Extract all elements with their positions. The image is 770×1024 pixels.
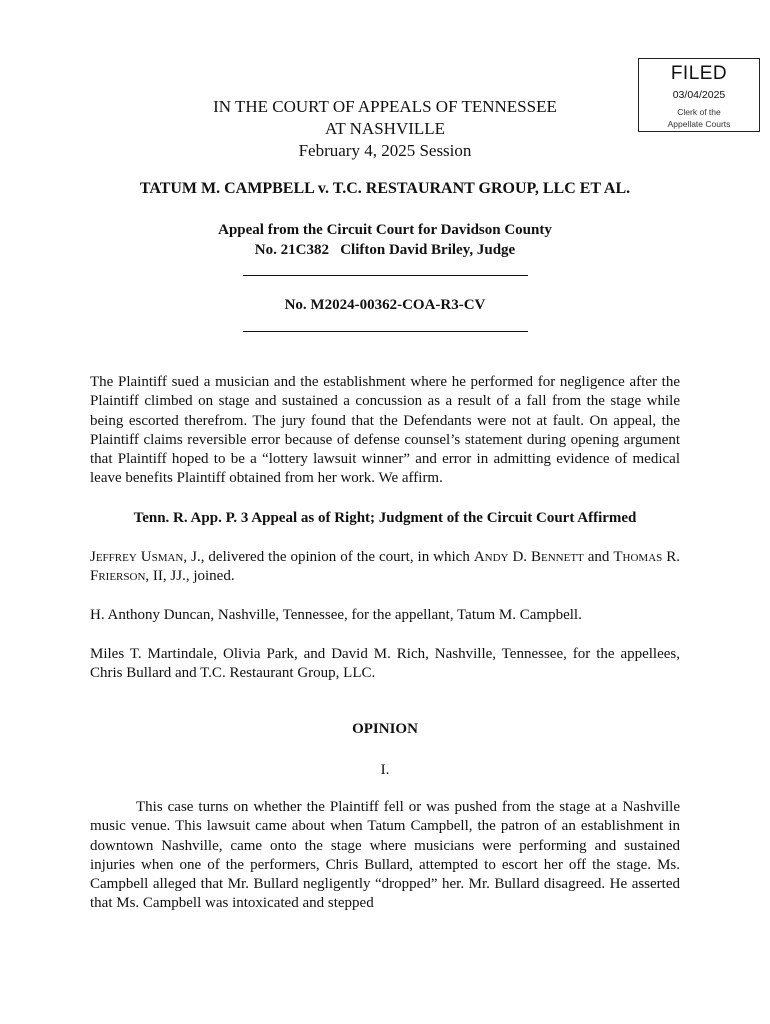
court-location: AT NASHVILLE bbox=[324, 119, 446, 138]
court-session: February 4, 2025 Session bbox=[298, 141, 472, 160]
author-suffix: , J., delivered the opinion of the court, in which bbox=[183, 549, 474, 565]
opinion-heading: OPINION bbox=[352, 721, 418, 737]
stamp-title: FILED bbox=[670, 63, 728, 84]
divider-bottom bbox=[243, 331, 528, 332]
stamp-clerk-line: Clerk of the bbox=[677, 107, 721, 117]
section-number: I. bbox=[380, 762, 390, 778]
joining-judge-2: Thomas R. Frierson bbox=[90, 549, 680, 585]
stamp-courts-line: Appellate Courts bbox=[667, 119, 731, 129]
case-summary: The Plaintiff sued a musician and the establishment where he performed for negligence after the Plaintiff climbed on stage and sustained a concussion as a result of a fall from the stage while being escorted therefrom. The jury found that the Defendants were not at fault. On appeal, the Plaintiff claims reversible error because of defense counsel’s statement during opening argument that Plaintiff hoped to be a “lottery lawsuit winner” and error in admitting evidence of medical leave benefits Plaintiff obtained from her work. We affirm. bbox=[90, 374, 680, 487]
judges-tail: , II, JJ., joined. bbox=[145, 568, 235, 585]
joining-judge-1: Andy D. Bennett bbox=[473, 549, 584, 565]
appellee-counsel: Miles T. Martindale, Olivia Park, and David M. Rich, Nashville, Tennessee, for the appellees, Chris Bullard and T.C. Restaurant Group, LLC. bbox=[90, 646, 680, 682]
author-judge: Jeffrey Usman bbox=[90, 549, 184, 565]
divider-top bbox=[243, 275, 528, 276]
court-name: IN THE COURT OF APPEALS OF TENNESSEE bbox=[213, 97, 557, 116]
appellant-counsel: H. Anthony Duncan, Nashville, Tennessee, for the appellant, Tatum M. Campbell. bbox=[90, 607, 582, 623]
holding-line: Tenn. R. App. P. 3 Appeal as of Right; Judgment of the Circuit Court Affirmed bbox=[133, 510, 637, 526]
appeal-info bbox=[0, 220, 770, 260]
opinion-body-paragraph: This case turns on whether the Plaintiff fell or was pushed from the stage at a Nashville music venue. This lawsuit came about when Tatum Campbell, the patron of an establishment in downtown Nashville, came onto the stage where musicians were performing and sustained injuries when one of the performers, Chris Bullard, attempted to escort her off the stage. Ms. Campbell alleged that Mr. Bullard negligently “dropped” her. Mr. Bullard disagreed. He asserted that Ms. Campbell was intoxicated and stepped bbox=[90, 799, 680, 912]
stamp-date: 03/04/2025 bbox=[672, 89, 726, 101]
judges-conjunction: and bbox=[583, 549, 614, 565]
judges-line bbox=[90, 548, 680, 587]
case-title: TATUM M. CAMPBELL v. T.C. RESTAURANT GROUP, LLC ET AL. bbox=[139, 180, 631, 197]
docket-number: No. M2024-00362-COA-R3-CV bbox=[284, 297, 486, 313]
court-heading bbox=[0, 96, 770, 162]
appeal-court: Appeal from the Circuit Court for Davidson County bbox=[218, 222, 552, 238]
appeal-case-judge: No. 21C382 Clifton David Briley, Judge bbox=[254, 242, 516, 258]
